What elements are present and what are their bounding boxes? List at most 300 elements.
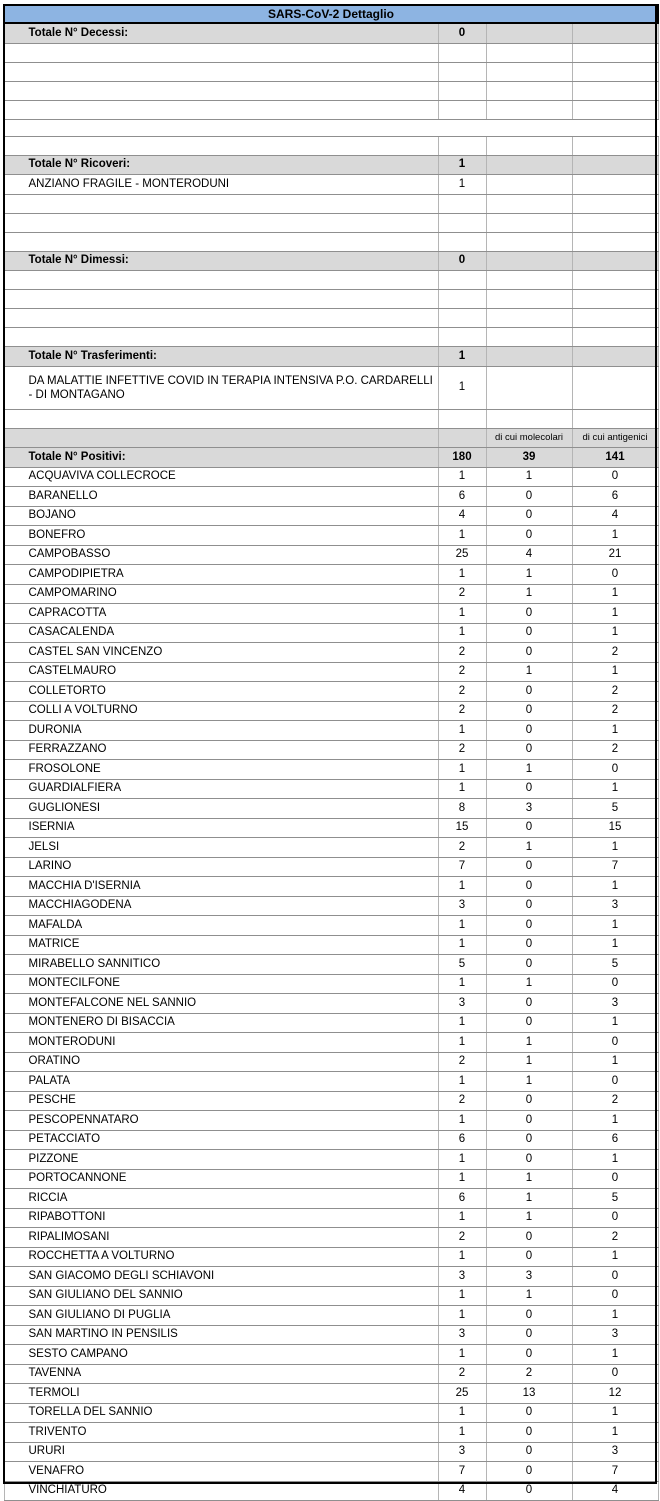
municipality-antigenici: 1 (572, 1423, 658, 1443)
municipality-molecolari: 0 (486, 506, 572, 526)
municipality-name: CAMPOBASSO (4, 545, 438, 565)
municipality-molecolari: 1 (486, 1286, 572, 1306)
empty-cell (438, 290, 486, 309)
empty-cell (572, 328, 658, 347)
municipality-antigenici: 1 (572, 1052, 658, 1072)
municipality-molecolari: 0 (486, 1091, 572, 1111)
municipality-total: 1 (438, 1306, 486, 1326)
dimessi-total: 0 (438, 251, 486, 271)
municipality-row (4, 1286, 658, 1306)
municipality-row (4, 1384, 658, 1404)
empty-cell (4, 100, 438, 119)
municipality-antigenici: 4 (572, 506, 658, 526)
municipality-name: MACCHIA D'ISERNIA (4, 877, 438, 897)
municipality-name: VENAFRO (4, 1462, 438, 1482)
municipality-total: 1 (438, 1208, 486, 1228)
municipality-antigenici: 15 (572, 818, 658, 838)
municipality-row (4, 701, 658, 721)
detail-table (3, 4, 659, 1501)
municipality-total: 3 (438, 1325, 486, 1345)
municipality-total: 15 (438, 818, 486, 838)
municipality-name: SESTO CAMPANO (4, 1345, 438, 1365)
empty-cell (486, 136, 572, 155)
municipality-total: 2 (438, 1091, 486, 1111)
empty-cell (486, 409, 572, 428)
municipality-name: MONTENERO DI BISACCIA (4, 1013, 438, 1033)
municipality-antigenici: 0 (572, 974, 658, 994)
municipality-antigenici: 2 (572, 1091, 658, 1111)
municipality-name: SAN GIULIANO DI PUGLIA (4, 1306, 438, 1326)
municipality-molecolari: 0 (486, 643, 572, 663)
municipality-total: 1 (438, 1286, 486, 1306)
municipality-total: 3 (438, 896, 486, 916)
empty-cell (438, 428, 486, 448)
positivi-molecolari-total: 39 (486, 448, 572, 468)
municipality-name: CASACALENDA (4, 623, 438, 643)
municipality-antigenici: 0 (572, 467, 658, 487)
municipality-antigenici: 4 (572, 1481, 658, 1501)
municipality-antigenici: 0 (572, 760, 658, 780)
blank-row (4, 213, 658, 232)
municipality-molecolari: 0 (486, 1442, 572, 1462)
municipality-name: PETACCIATO (4, 1130, 438, 1150)
municipality-name: BARANELLO (4, 487, 438, 507)
empty-cell (438, 309, 486, 328)
municipality-name: PESCHE (4, 1091, 438, 1111)
municipality-name: CASTEL SAN VINCENZO (4, 643, 438, 663)
municipality-name: COLLI A VOLTURNO (4, 701, 438, 721)
municipality-antigenici: 2 (572, 740, 658, 760)
municipality-antigenici: 5 (572, 1189, 658, 1209)
municipality-antigenici: 0 (572, 1072, 658, 1092)
municipality-total: 1 (438, 974, 486, 994)
empty-cell (4, 328, 438, 347)
trasferimenti-item-name: DA MALATTIE INFETTIVE COVID IN TERAPIA INTENSIVA P.O. CARDARELLI - DI MONTAGANO (4, 366, 438, 409)
ricoveri-item-name: ANZIANO FRAGILE - MONTERODUNI (4, 175, 438, 195)
municipality-molecolari: 0 (486, 779, 572, 799)
municipality-total: 1 (438, 760, 486, 780)
municipality-total: 2 (438, 701, 486, 721)
municipality-molecolari: 1 (486, 1072, 572, 1092)
municipality-row (4, 565, 658, 585)
municipality-antigenici: 0 (572, 565, 658, 585)
municipality-molecolari: 0 (486, 1150, 572, 1170)
municipality-molecolari: 0 (486, 935, 572, 955)
municipality-name: JELSI (4, 838, 438, 858)
municipality-antigenici: 1 (572, 1306, 658, 1326)
decessi-label: Totale N° Decessi: (4, 23, 438, 43)
municipality-antigenici: 3 (572, 1442, 658, 1462)
municipality-name: ACQUAVIVA COLLECROCE (4, 467, 438, 487)
municipality-name: MACCHIAGODENA (4, 896, 438, 916)
municipality-molecolari: 0 (486, 1403, 572, 1423)
municipality-row (4, 818, 658, 838)
municipality-molecolari: 0 (486, 896, 572, 916)
empty-cell (572, 100, 658, 119)
empty-cell (438, 409, 486, 428)
municipality-name: PIZZONE (4, 1150, 438, 1170)
municipality-antigenici: 5 (572, 955, 658, 975)
empty-cell (486, 100, 572, 119)
municipality-row (4, 740, 658, 760)
empty-cell (4, 194, 438, 213)
municipality-antigenici: 3 (572, 994, 658, 1014)
empty-cell (4, 43, 438, 62)
municipality-row (4, 994, 658, 1014)
municipality-molecolari: 1 (486, 838, 572, 858)
municipality-name: VINCHIATURO (4, 1481, 438, 1501)
municipality-name: ROCCHETTA A VOLTURNO (4, 1247, 438, 1267)
municipality-row (4, 1462, 658, 1482)
municipality-total: 1 (438, 721, 486, 741)
empty-cell (438, 328, 486, 347)
municipality-antigenici: 1 (572, 877, 658, 897)
blank-row (4, 136, 658, 155)
trasferimenti-item-row (4, 366, 658, 409)
ricoveri-total: 1 (438, 155, 486, 175)
municipality-molecolari: 3 (486, 799, 572, 819)
municipality-total: 2 (438, 584, 486, 604)
empty-cell (572, 81, 658, 100)
municipality-total: 6 (438, 487, 486, 507)
empty-cell (486, 347, 572, 367)
municipality-molecolari: 0 (486, 955, 572, 975)
municipality-total: 1 (438, 1150, 486, 1170)
empty-cell (572, 194, 658, 213)
trasferimenti-label: Totale N° Trasferimenti: (4, 347, 438, 367)
municipality-row (4, 584, 658, 604)
municipality-total: 8 (438, 799, 486, 819)
ricoveri-label: Totale N° Ricoveri: (4, 155, 438, 175)
municipality-total: 1 (438, 916, 486, 936)
municipality-antigenici: 2 (572, 701, 658, 721)
title-row (4, 5, 658, 23)
municipality-row (4, 506, 658, 526)
municipality-name: ORATINO (4, 1052, 438, 1072)
municipality-name: BONEFRO (4, 526, 438, 546)
municipality-name: BOJANO (4, 506, 438, 526)
municipality-total: 2 (438, 682, 486, 702)
municipality-total: 1 (438, 565, 486, 585)
empty-cell (438, 43, 486, 62)
municipality-row (4, 1267, 658, 1287)
municipality-row (4, 526, 658, 546)
empty-cell (486, 309, 572, 328)
municipality-molecolari: 1 (486, 1208, 572, 1228)
municipality-antigenici: 1 (572, 623, 658, 643)
municipality-molecolari: 0 (486, 1462, 572, 1482)
municipality-antigenici: 2 (572, 643, 658, 663)
municipality-molecolari: 2 (486, 1364, 572, 1384)
municipality-antigenici: 1 (572, 1150, 658, 1170)
empty-cell (438, 100, 486, 119)
empty-cell (572, 366, 658, 409)
municipality-total: 2 (438, 1228, 486, 1248)
municipality-total: 2 (438, 740, 486, 760)
empty-cell (438, 194, 486, 213)
blank-row (4, 81, 658, 100)
municipality-total: 1 (438, 604, 486, 624)
dimessi-header-row (4, 251, 658, 271)
municipality-antigenici: 7 (572, 1462, 658, 1482)
empty-cell (438, 232, 486, 251)
municipality-antigenici: 6 (572, 1130, 658, 1150)
municipality-row (4, 1403, 658, 1423)
municipality-row (4, 545, 658, 565)
municipality-antigenici: 2 (572, 682, 658, 702)
positivi-header-row (4, 448, 658, 468)
municipality-antigenici: 1 (572, 1345, 658, 1365)
empty-cell (486, 175, 572, 195)
municipality-row (4, 1169, 658, 1189)
decessi-header-row (4, 23, 658, 43)
municipality-row (4, 1013, 658, 1033)
empty-cell (4, 232, 438, 251)
empty-cell (572, 232, 658, 251)
empty-cell (486, 23, 572, 43)
municipality-total: 2 (438, 662, 486, 682)
municipality-total: 6 (438, 1189, 486, 1209)
municipality-antigenici: 6 (572, 487, 658, 507)
municipality-molecolari: 1 (486, 974, 572, 994)
blank-row (4, 43, 658, 62)
municipality-name: COLLETORTO (4, 682, 438, 702)
blank-row (4, 290, 658, 309)
municipality-antigenici: 21 (572, 545, 658, 565)
positivi-total: 180 (438, 448, 486, 468)
empty-cell (4, 119, 658, 136)
municipality-total: 1 (438, 877, 486, 897)
empty-cell (572, 213, 658, 232)
municipality-row (4, 974, 658, 994)
municipality-antigenici: 0 (572, 1208, 658, 1228)
municipality-total: 3 (438, 994, 486, 1014)
municipality-total: 4 (438, 1481, 486, 1501)
municipality-molecolari: 1 (486, 565, 572, 585)
municipality-row (4, 1052, 658, 1072)
municipality-molecolari: 0 (486, 623, 572, 643)
covid-detail-sheet (3, 4, 657, 1501)
empty-cell (572, 309, 658, 328)
municipality-name: MONTECILFONE (4, 974, 438, 994)
municipality-name: SAN MARTINO IN PENSILIS (4, 1325, 438, 1345)
municipality-total: 5 (438, 955, 486, 975)
empty-cell (486, 232, 572, 251)
municipality-molecolari: 0 (486, 994, 572, 1014)
municipality-row (4, 857, 658, 877)
municipality-molecolari: 1 (486, 1033, 572, 1053)
municipality-row (4, 1481, 658, 1501)
municipality-total: 25 (438, 545, 486, 565)
municipality-total: 1 (438, 1345, 486, 1365)
municipality-row (4, 955, 658, 975)
municipality-molecolari: 0 (486, 1013, 572, 1033)
municipality-molecolari: 3 (486, 1267, 572, 1287)
empty-cell (572, 347, 658, 367)
trasferimenti-total: 1 (438, 347, 486, 367)
blank-row (4, 100, 658, 119)
municipality-total: 1 (438, 779, 486, 799)
municipality-molecolari: 0 (486, 1247, 572, 1267)
empty-cell (4, 81, 438, 100)
municipality-total: 2 (438, 643, 486, 663)
municipality-name: PESCOPENNATARO (4, 1111, 438, 1131)
municipality-row (4, 1208, 658, 1228)
municipality-molecolari: 0 (486, 682, 572, 702)
municipality-molecolari: 0 (486, 877, 572, 897)
municipality-total: 25 (438, 1384, 486, 1404)
empty-cell (486, 290, 572, 309)
municipality-row (4, 643, 658, 663)
empty-cell (438, 213, 486, 232)
municipality-molecolari: 0 (486, 1325, 572, 1345)
municipality-antigenici: 0 (572, 1364, 658, 1384)
municipality-antigenici: 7 (572, 857, 658, 877)
empty-cell (486, 366, 572, 409)
sheet-title: SARS-CoV-2 Dettaglio (4, 5, 658, 23)
empty-cell (572, 251, 658, 271)
municipality-row (4, 662, 658, 682)
empty-cell (4, 409, 438, 428)
municipality-row (4, 1364, 658, 1384)
municipality-row (4, 487, 658, 507)
empty-cell (486, 62, 572, 81)
empty-cell (4, 62, 438, 81)
municipality-molecolari: 0 (486, 1228, 572, 1248)
municipality-antigenici: 1 (572, 1403, 658, 1423)
municipality-antigenici: 0 (572, 1033, 658, 1053)
empty-cell (486, 81, 572, 100)
empty-cell (572, 409, 658, 428)
municipality-antigenici: 1 (572, 916, 658, 936)
municipality-total: 1 (438, 1072, 486, 1092)
empty-cell (572, 271, 658, 290)
municipality-row (4, 1247, 658, 1267)
municipality-molecolari: 0 (486, 721, 572, 741)
municipality-row (4, 935, 658, 955)
municipality-name: MATRICE (4, 935, 438, 955)
municipality-name: FROSOLONE (4, 760, 438, 780)
empty-cell (438, 81, 486, 100)
municipality-name: RIPABOTTONI (4, 1208, 438, 1228)
municipality-total: 1 (438, 1013, 486, 1033)
municipality-row (4, 1072, 658, 1092)
municipality-row (4, 1130, 658, 1150)
municipality-antigenici: 1 (572, 1247, 658, 1267)
blank-row (4, 328, 658, 347)
municipality-name: SAN GIACOMO DEGLI SCHIAVONI (4, 1267, 438, 1287)
trasferimenti-item-value: 1 (438, 366, 486, 409)
municipality-antigenici: 1 (572, 526, 658, 546)
municipality-name: MAFALDA (4, 916, 438, 936)
empty-cell (572, 23, 658, 43)
municipality-molecolari: 0 (486, 818, 572, 838)
municipality-total: 4 (438, 506, 486, 526)
municipality-name: CAPRACOTTA (4, 604, 438, 624)
municipality-molecolari: 0 (486, 487, 572, 507)
municipality-molecolari: 1 (486, 760, 572, 780)
municipality-molecolari: 0 (486, 1481, 572, 1501)
empty-cell (572, 62, 658, 81)
municipality-row (4, 896, 658, 916)
municipality-molecolari: 0 (486, 740, 572, 760)
municipality-name: GUARDIALFIERA (4, 779, 438, 799)
empty-cell (572, 290, 658, 309)
municipality-total: 1 (438, 623, 486, 643)
empty-cell (4, 309, 438, 328)
municipality-molecolari: 1 (486, 662, 572, 682)
municipality-row (4, 877, 658, 897)
blank-row (4, 271, 658, 290)
municipality-total: 2 (438, 1364, 486, 1384)
municipality-name: TORELLA DEL SANNIO (4, 1403, 438, 1423)
municipality-name: SAN GIULIANO DEL SANNIO (4, 1286, 438, 1306)
separator-row (4, 119, 658, 136)
municipality-antigenici: 0 (572, 1286, 658, 1306)
ricoveri-item-value: 1 (438, 175, 486, 195)
municipality-total: 3 (438, 1442, 486, 1462)
municipality-molecolari: 4 (486, 545, 572, 565)
municipality-name: CAMPODIPIETRA (4, 565, 438, 585)
municipality-molecolari: 1 (486, 1189, 572, 1209)
municipality-name: GUGLIONESI (4, 799, 438, 819)
municipality-name: MIRABELLO SANNITICO (4, 955, 438, 975)
empty-cell (486, 271, 572, 290)
municipality-total: 1 (438, 1111, 486, 1131)
municipality-antigenici: 5 (572, 799, 658, 819)
ricoveri-item-row (4, 175, 658, 195)
municipality-total: 2 (438, 1052, 486, 1072)
empty-cell (438, 62, 486, 81)
municipality-molecolari: 0 (486, 857, 572, 877)
municipality-row (4, 1325, 658, 1345)
municipality-name: URURI (4, 1442, 438, 1462)
municipality-total: 1 (438, 526, 486, 546)
blank-row (4, 309, 658, 328)
municipality-molecolari: 1 (486, 1169, 572, 1189)
municipality-row (4, 721, 658, 741)
municipality-total: 1 (438, 467, 486, 487)
empty-cell (572, 175, 658, 195)
empty-cell (4, 428, 438, 448)
municipality-antigenici: 0 (572, 1267, 658, 1287)
municipality-name: TERMOLI (4, 1384, 438, 1404)
municipality-molecolari: 1 (486, 1052, 572, 1072)
municipality-row (4, 838, 658, 858)
municipality-molecolari: 1 (486, 584, 572, 604)
empty-cell (486, 155, 572, 175)
municipality-row (4, 623, 658, 643)
municipality-antigenici: 12 (572, 1384, 658, 1404)
municipality-total: 1 (438, 1403, 486, 1423)
municipality-antigenici: 1 (572, 584, 658, 604)
empty-cell (486, 213, 572, 232)
municipality-row (4, 1345, 658, 1365)
municipality-row (4, 1423, 658, 1443)
municipality-row (4, 467, 658, 487)
municipality-total: 1 (438, 1423, 486, 1443)
blank-row (4, 62, 658, 81)
municipality-total: 1 (438, 1169, 486, 1189)
municipality-row (4, 1228, 658, 1248)
municipality-name: RICCIA (4, 1189, 438, 1209)
municipality-antigenici: 3 (572, 1325, 658, 1345)
municipality-total: 1 (438, 1247, 486, 1267)
municipality-name: DURONIA (4, 721, 438, 741)
ricoveri-header-row (4, 155, 658, 175)
municipality-molecolari: 0 (486, 1306, 572, 1326)
empty-cell (486, 251, 572, 271)
